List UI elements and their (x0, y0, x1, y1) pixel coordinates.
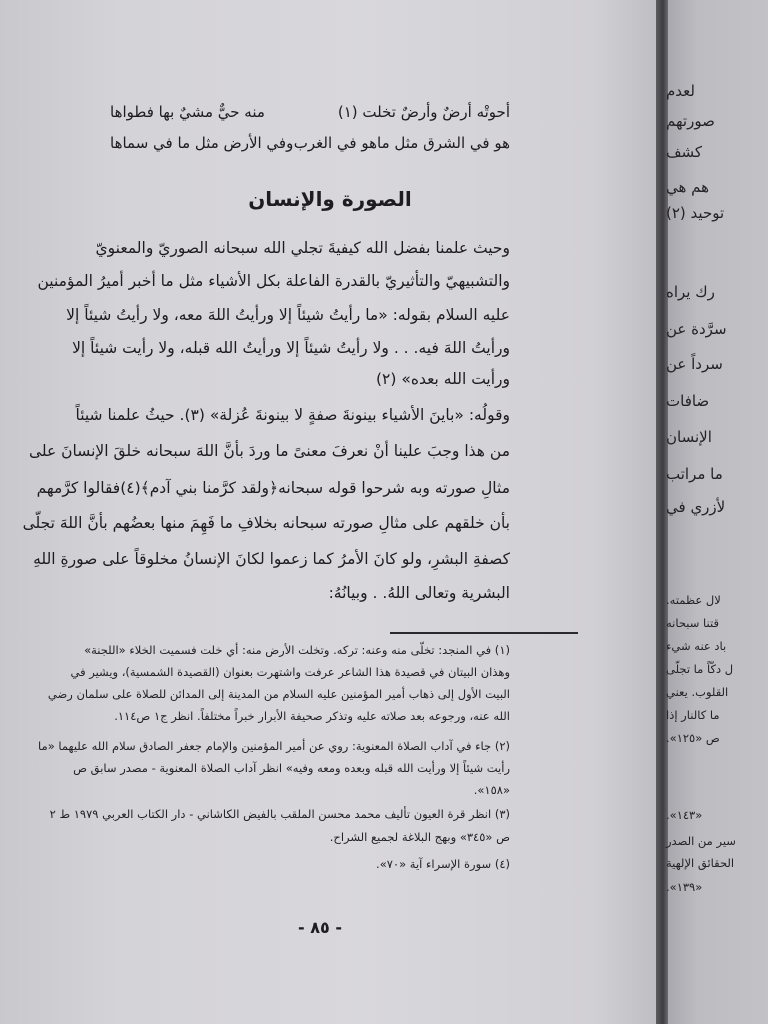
facing-page-fragment: لأزري في (666, 498, 726, 516)
facing-page-footnote-fragment: ص «١٢٥». (666, 731, 720, 745)
footnote-separator (390, 632, 578, 634)
facing-page-footnote-fragment: ل دكّاً ما تجلّى (666, 662, 734, 676)
facing-page-footnote-fragment: «١٣٩». (666, 880, 703, 894)
footnote-line: الله عنه، ورجوعه بعد صلاته عليه وتذكر صحيفة الأبرار خبراً مختلفاً. انظر ج١ ص١١٤. (114, 709, 510, 723)
body-line: وحيث علمنا بفضل الله كيفيةَ تجلي الله سبحانه الصوريّ والمعنويّ (95, 239, 510, 257)
facing-page-footnote-fragment: باد عنه شيء (666, 639, 727, 653)
footnote-line: ص «٣٤٥» وبهج البلاغة لجميع الشراح. (329, 830, 510, 844)
facing-page-fragment: صورتهم (666, 112, 715, 130)
body-line: ورأيت الله بعده» (٢) (375, 370, 510, 388)
facing-page-fragment: الإنسان (666, 428, 712, 446)
facing-page-footnote-fragment: لال عظمته. (666, 593, 721, 607)
footnote-line: (١) في المنجد: تخلّى منه وعنه: تركه. وتخلت الأرض منه: أي خلت فسميت الخلاء «اللجنة» (84, 643, 510, 657)
facing-page-fragment: رك يراه (666, 283, 715, 301)
facing-page-fragment: سرداً عن (666, 355, 723, 373)
body-line: بأن خلقهم على مثالِ صورته سبحانه بخلافِ ما فَهِمَ منها بعضُهم بأنَّ اللهَ تجلّى (22, 514, 510, 532)
page-number: - ٨٥ - (298, 918, 342, 937)
facing-page-footnote-fragment: القلوب. يعني (666, 685, 729, 699)
footnote-line: رأيت شيئاً إلا ورأيت الله قبله وبعده ومعه وفيه» انظر آداب الصلاة المعنوية - مصدر سابق ص (73, 761, 510, 775)
body-line: من هذا وجبَ علينا أنْ نعرفَ معنىً ما وردَ بأنَّ اللهَ سبحانه خلقَ الإنسانَ على (28, 442, 510, 460)
facing-page-fragment: توحيد (٢) (666, 204, 725, 222)
footnote-line: (٣) انظر قرة العيون تأليف محمد محسن الملقب بالفيض الكاشاني - دار الكتاب العربي ١٩٧٩ ط ٢ (49, 807, 510, 821)
body-line: عليه السلام بقوله: «ما رأيتُ شيئاً إلا ورأيتُ اللهَ معه، ولا رأيتُ شيئاً إلا (66, 306, 510, 324)
footnote-line: وهذان البيتان في قصيدة هذا الشاعر عرفت واشتهرت بعنوان (القصيدة الشمسية)، ويشير في (70, 665, 510, 679)
verse-line-1 (110, 103, 510, 121)
body-line: مثالِ صورته وبه شرحوا قوله سبحانه﴿ولقد كرَّمنا بني آدم﴾(٤)فقالوا كرَّمهم (36, 479, 510, 497)
facing-page-fragment: سرَّدة عن (666, 320, 727, 338)
footnote-line: (٢) جاء في آداب الصلاة المعنوية: روي عن أمير المؤمنين والإمام جعفر الصادق سلام الله عليهما «ما (38, 739, 510, 753)
verse-hemistich-left: منه حيٌّ مشيٌ بها فطواها (110, 103, 265, 121)
footnote-line: (٤) سورة الإسراء آية «٧٠». (376, 857, 510, 871)
verse-line-2 (110, 134, 510, 152)
facing-page-footnote-fragment: ما كالنار إذا (666, 708, 720, 722)
facing-page-footnote-fragment: سير من الصدر (666, 834, 736, 848)
body-line: ورأيتُ اللهَ فيه. . . ولا رأيتُ شيئاً إلا ورأيتُ الله قبله، ولا رأيت شيئاً إلا (72, 339, 510, 357)
book-page-right (668, 0, 768, 1024)
verse-hemistich-right: أحوتْه أرضٌ وأرضٌ تخلت (١) (337, 103, 510, 121)
facing-page-fragment: كشف (666, 143, 703, 161)
body-line: كصفةِ البشرِ، ولو كانَ الأمرُ كما زعموا لكانَ الإنسانُ مخلوقاً على صورةِ اللهِ (33, 550, 510, 568)
footnote-line: البيت الأول إلى ذهاب أمير المؤمنين عليه السلام من المدينة إلى المدائن للصلاة على سلمان رضي (47, 687, 510, 701)
facing-page-fragment: لعدم (666, 82, 695, 100)
footnote-line: «١٥٨». (473, 783, 510, 797)
verse-hemistich-left: وفي الأرض مثل ما في سماها (110, 134, 294, 152)
body-line: وقولُه: «باينَ الأشياء بينونةَ صفةٍ لا بينونةَ عُزلة» (٣). حيثُ علمنا شيئاً (75, 406, 510, 424)
verse-hemistich-right: هو في الشرق مثل ماهو في الغرب (293, 134, 510, 152)
facing-page-footnote-fragment: «١٤٣». (666, 808, 703, 822)
facing-page-fragment: ما مراتب (666, 465, 723, 483)
facing-page-footnote-fragment: قتنا سبحانه (666, 616, 719, 630)
facing-page-footnote-fragment: الحقائق الإلهية (666, 856, 735, 870)
body-line: البشرية وتعالى اللهُ. . وبيانُهُ: (328, 584, 510, 602)
body-line: والتشبيهيّ والتأثيريّ بالقدرة الفاعلة بكل الأشياء مثل ما أخبر أميرُ المؤمنين (37, 272, 510, 290)
section-heading: الصورة والإنسان (248, 187, 412, 211)
facing-page-fragment: ضافات (666, 392, 710, 410)
facing-page-fragment: هم هي (666, 178, 710, 196)
